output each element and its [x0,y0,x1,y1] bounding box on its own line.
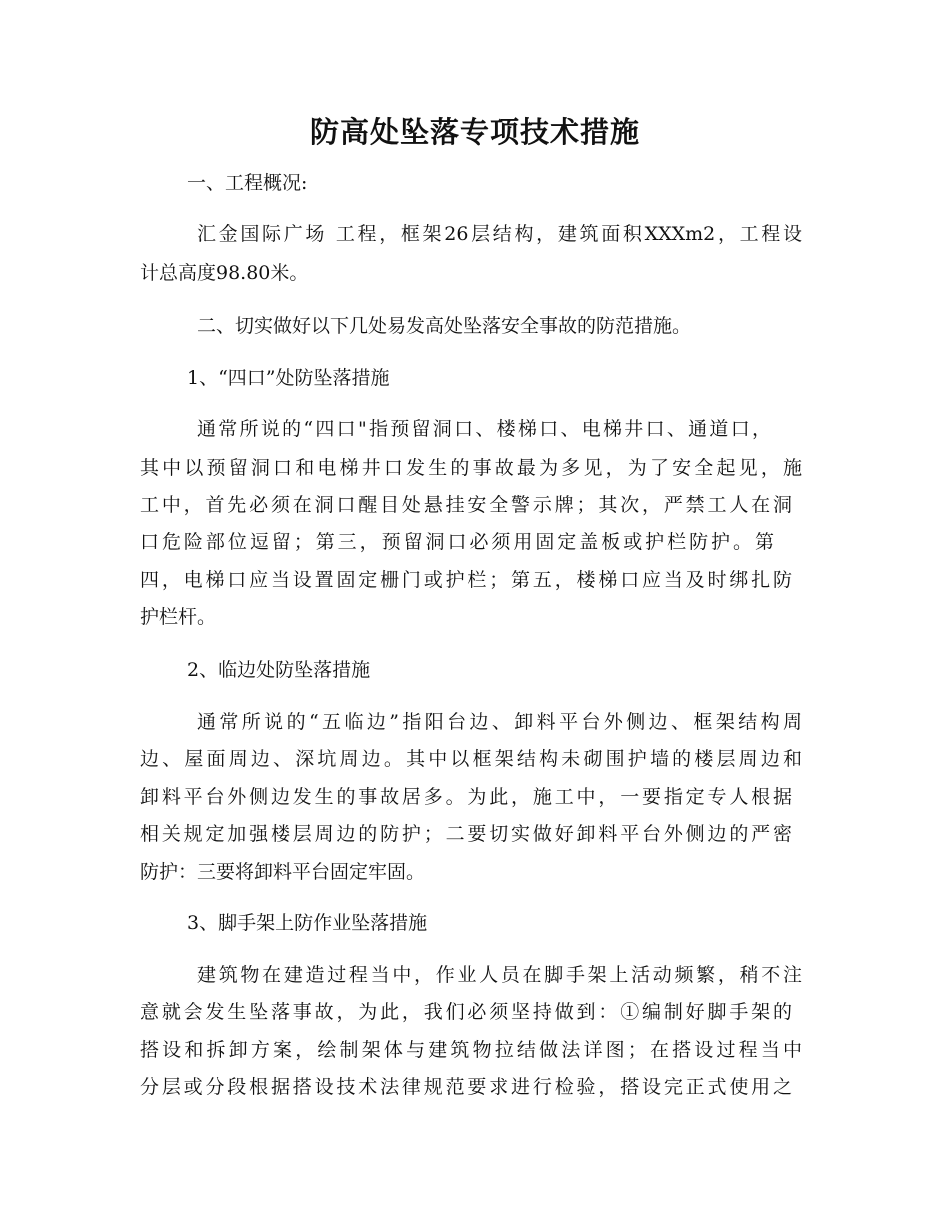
paragraph-line: 四，电梯口应当设置固定栅门或护栏；第五，楼梯口应当及时绑扎防 [140,569,792,591]
subheading-edges: 2、临边处防坠落措施 [187,659,371,681]
paragraph-line: 边、屋面周边、深坑周边。其中以框架结构未砌围护墙的楼层周边和 [140,748,802,770]
paragraph-line: 口危险部位逗留；第三，预留洞口必须用固定盖板或护栏防护。第 [140,531,774,553]
paragraph-line: 卸料平台外侧边发生的事故居多。为此，施工中，一要指定专人根据 [140,786,792,808]
paragraph-line: 通常所说的“五临边”指阳台边、卸料平台外侧边、框架结构周 [197,711,802,733]
paragraph-line: 汇金国际广场 工程，框架26层结构，建筑面积XXXm2，工程设 [197,223,802,245]
paragraph-line: 分层或分段根据搭设技术法律规范要求进行检验，搭设完正式使用之 [140,1076,792,1098]
paragraph-line: 通常所说的“四口"指预留洞口、楼梯口、电梯井口、通道口， [197,418,771,440]
paragraph-line: 防护：三要将卸料平台固定牢固。 [140,861,426,883]
paragraph-line: 护栏杆。 [140,606,217,628]
paragraph-line: 相关规定加强楼层周边的防护；二要切实做好卸料平台外侧边的严密 [140,823,792,845]
paragraph-line: 其中以预留洞口和电梯井口发生的事故最为多见，为了安全起见，施 [140,457,802,479]
subheading-scaffold: 3、脚手架上防作业坠落措施 [187,912,428,934]
section-heading-overview: 一、工程概况: [187,172,308,194]
section-heading-measures: 二、切实做好以下几处易发高处坠落安全事故的防范措施。 [197,315,692,337]
paragraph-line: 工中，首先必须在洞口醒目处悬挂安全警示牌；其次，严禁工人在洞 [140,494,792,516]
paragraph-line: 建筑物在建造过程当中，作业人员在脚手架上活动频繁，稍不注 [197,964,802,986]
paragraph-line: 计总高度98.80米。 [140,262,309,284]
subheading-four-openings: 1、“四口”处防坠落措施 [187,367,390,389]
paragraph-line: 搭设和拆卸方案，绘制架体与建筑物拉结做法详图；在搭设过程当中 [140,1039,802,1061]
paragraph-line: 意就会发生坠落事故，为此，我们必须坚持做到：①编制好脚手架的 [140,1001,792,1023]
document-title: 防高处坠落专项技术措施 [309,115,640,149]
